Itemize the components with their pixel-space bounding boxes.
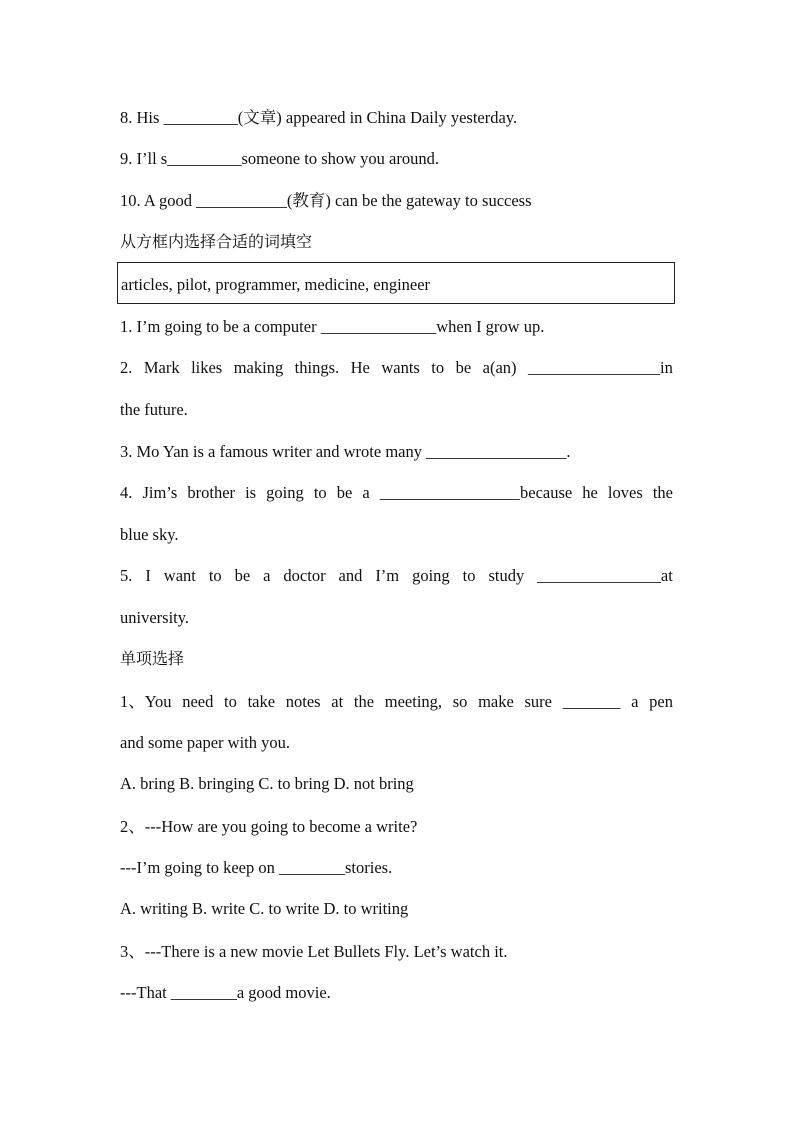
word: a bbox=[362, 483, 370, 502]
word-box-text: articles, pilot, programmer, medicine, engineer bbox=[121, 275, 431, 294]
word: be bbox=[234, 566, 251, 585]
word: be bbox=[455, 358, 472, 377]
word: sure bbox=[524, 692, 552, 711]
word: is bbox=[245, 483, 257, 502]
word: the bbox=[353, 692, 375, 711]
choice-q1-line1 bbox=[120, 692, 673, 712]
word: to bbox=[224, 692, 237, 711]
fill-item-2-line1 bbox=[120, 358, 673, 378]
word: he bbox=[582, 483, 598, 502]
word: _______________at bbox=[537, 566, 673, 585]
word: to bbox=[431, 358, 445, 377]
word: the bbox=[652, 483, 673, 502]
word: 5. bbox=[120, 566, 133, 585]
word: to bbox=[313, 483, 327, 502]
word: going bbox=[412, 566, 450, 585]
word: 2. bbox=[120, 358, 133, 377]
word: meeting, bbox=[384, 692, 443, 711]
word: 4. bbox=[120, 483, 133, 502]
fill-item-4-line2: blue sky. bbox=[120, 525, 179, 544]
exercise-8: 8. His _________(文章) appeared in China Daily yesterday. bbox=[120, 108, 518, 127]
choice-section-heading: 单项选择 bbox=[120, 649, 185, 668]
word: _______ bbox=[562, 692, 621, 711]
word: take bbox=[247, 692, 276, 711]
word: I’m bbox=[375, 566, 400, 585]
fill-item-1: 1. I’m going to be a computer ______________when I grow up. bbox=[120, 317, 545, 336]
choice-q2-line2: ---I’m going to keep on ________stories. bbox=[120, 858, 393, 877]
word: to bbox=[462, 566, 476, 585]
word: make bbox=[478, 692, 514, 711]
word: a(an) bbox=[482, 358, 517, 377]
word: a bbox=[631, 692, 639, 711]
word: need bbox=[182, 692, 214, 711]
word: want bbox=[163, 566, 196, 585]
word: ________________in bbox=[528, 358, 673, 377]
choice-q2-options: A. writing B. write C. to write D. to writing bbox=[120, 899, 409, 918]
word: doctor bbox=[283, 566, 326, 585]
word-box bbox=[117, 262, 675, 304]
word: notes bbox=[285, 692, 321, 711]
choice-q3-line1: 3、---There is a new movie Let Bullets Fly. Let’s watch it. bbox=[120, 942, 508, 961]
word: loves bbox=[607, 483, 643, 502]
fill-item-3: 3. Mo Yan is a famous writer and wrote many _________________. bbox=[120, 442, 571, 461]
word: brother bbox=[187, 483, 236, 502]
word: making bbox=[233, 358, 284, 377]
fill-item-4-line1 bbox=[120, 483, 673, 503]
word: Mark bbox=[143, 358, 180, 377]
word: going bbox=[266, 483, 304, 502]
fill-item-5-line2: university. bbox=[120, 608, 190, 627]
word: 1、You bbox=[120, 692, 172, 711]
fill-section-heading: 从方框内选择合适的词填空 bbox=[120, 232, 313, 251]
exercise-10: 10. A good ___________(教育) can be the gateway to success bbox=[120, 191, 532, 210]
word: He bbox=[350, 358, 370, 377]
exercise-9: 9. I’ll s_________someone to show you around. bbox=[120, 149, 439, 168]
word: to bbox=[208, 566, 222, 585]
word: I bbox=[145, 566, 151, 585]
word: _________________because bbox=[379, 483, 573, 502]
word: likes bbox=[191, 358, 223, 377]
word: at bbox=[331, 692, 344, 711]
choice-q3-line2: ---That ________a good movie. bbox=[120, 983, 331, 1002]
choice-q2-line1: 2、---How are you going to become a write? bbox=[120, 817, 418, 836]
word: so bbox=[452, 692, 468, 711]
fill-item-2-line2: the future. bbox=[120, 400, 188, 419]
fill-item-5-line1 bbox=[120, 566, 673, 586]
word: a bbox=[263, 566, 271, 585]
choice-q1-options: A. bring B. bringing C. to bring D. not bring bbox=[120, 774, 414, 793]
choice-q1-line2: and some paper with you. bbox=[120, 733, 291, 752]
word: and bbox=[338, 566, 363, 585]
word: pen bbox=[649, 692, 673, 711]
word: be bbox=[336, 483, 353, 502]
word: wants bbox=[381, 358, 420, 377]
word: things. bbox=[294, 358, 340, 377]
word: Jim’s bbox=[142, 483, 178, 502]
word: study bbox=[488, 566, 525, 585]
